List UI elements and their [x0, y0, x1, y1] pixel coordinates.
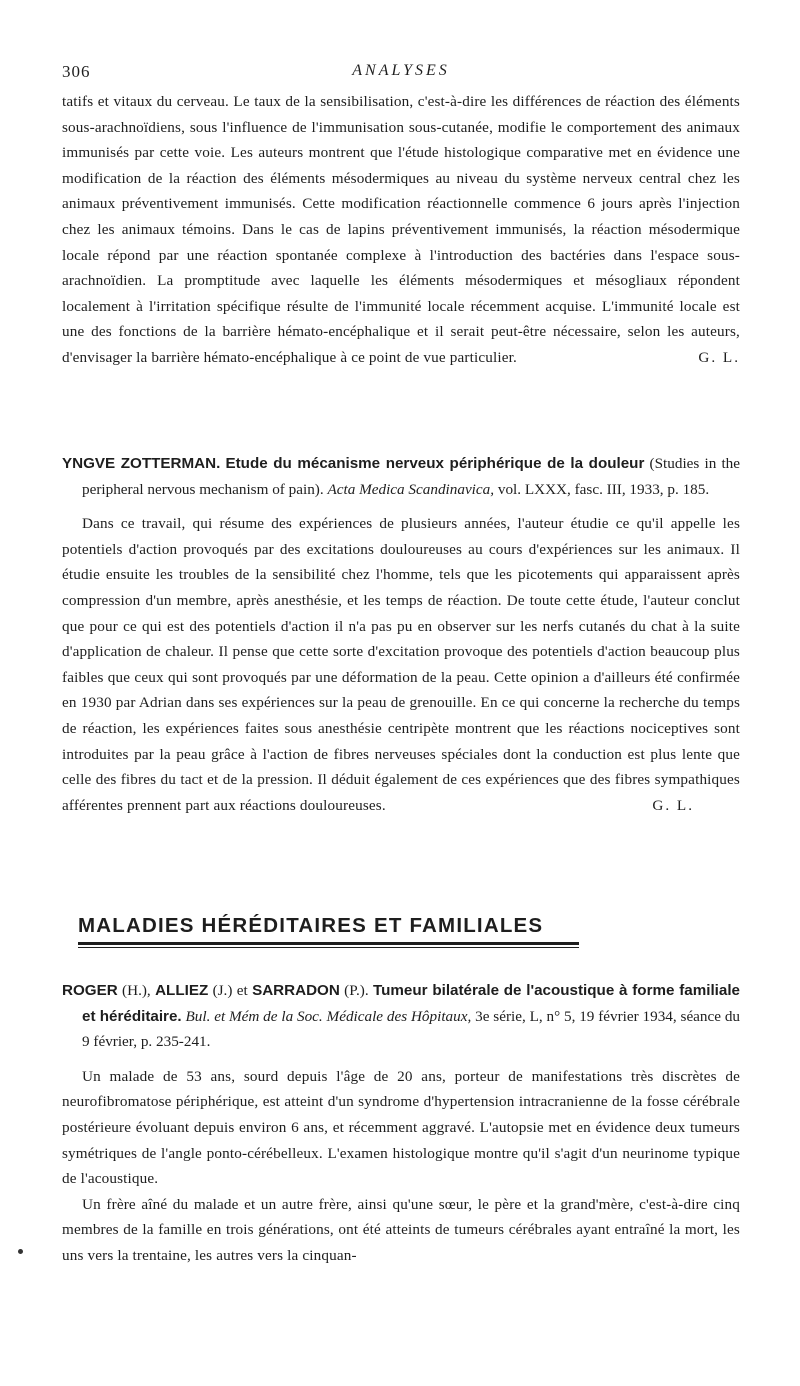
- review-paragraph: [62, 89, 740, 371]
- review-paragraph: Un malade de 53 ans, sourd depuis l'âge de 20 ans, porteur de manifestations très discrètes de neurofibromatose périphérique, est atteint d'un syndrome d'hypertension intracranienne de la fosse cérébrale postérieure évoluant depuis environ 6 ans, et récemment aggravé. L'autopsie met en évidence deux tumeurs symétriques de l'angle ponto-cérébelleux. L'examen histologique montre qu'il s'agit d'un neurinome typique de l'acoustique.: [62, 1067, 740, 1188]
- continued-review: [62, 89, 740, 371]
- author-initial: (H.),: [122, 982, 151, 999]
- page-header: [62, 62, 740, 84]
- article-original-title: (Studies in the peripheral nervous mechanism of pain).: [82, 455, 741, 498]
- author-initial: (P.).: [344, 982, 369, 999]
- article-title: Tumeur bilatérale de l'acoustique à forme familiale et héréditaire.: [82, 982, 740, 1025]
- review-text: tatifs et vitaux du cerveau. Le taux de la sensibilisation, c'est-à-dire les différences de réaction des éléments sous-arachnoïdiens, sous l'influence de l'immunisation sous-cutanée, modifie le comportement des animaux immunisés par cette voie. Les auteurs montrent que l'étude histologique comparative met en évidence une modification de la réaction des éléments mésodermiques au niveau du système nerveux central chez les animaux préventivement immunisés. Cette modification réactionnelle commence 6 jours après l'injection chez les animaux témoins. Dans le cas de lapins préventivement immunisés, la réaction mésodermique locale répond par une réaction spontanée complexe à l'introduction des bactéries dans l'espace sous-arachnoïdien. La promptitude avec laquelle les éléments mésodermiques et mésogliaux répondent localement à l'irritation spécifique résulte de l'immunité locale récemment acquise. L'immunité locale est une des fonctions de la barrière hémato-encéphalique et il serait peut-être nécessaire, selon les auteurs, d'envisager la barrière hémato-encéphalique à ce point de vue particulier.: [62, 93, 740, 366]
- article-reference: vol. LXXX, fasc. III, 1933, p. 185.: [497, 480, 710, 498]
- article-heading: [62, 451, 740, 502]
- article-author: ALLIEZ: [155, 982, 209, 999]
- review-signature: G. L.: [652, 796, 694, 814]
- author-initial: (J.): [212, 982, 233, 999]
- article-author: SARRADON: [252, 982, 340, 999]
- section-double-rule: [78, 942, 579, 948]
- review-paragraph: [62, 511, 740, 818]
- review-text: Dans ce travail, qui résume des expériences de plusieurs années, l'auteur étudie ce qu'il appelle les potentiels d'action provoqués par des excitations douloureuses au cours d'expériences sur les animaux. Il étudie ensuite les troubles de la sensibilité chez l'homme, tels que les picotements qui apparaissent après compression d'un membre, après anesthésie, et les temps de réaction. De toute cette étude, l'auteur conclut que pour ce qui est des potentiels d'action il n'a pas pu en observer sur les nerfs cutanés du chat à la suite d'application de chaleur. Il pense que cette sorte d'excitation provoque des potentiels d'action beaucoup plus faibles que ceux qui sont provoqués par une déformation de la peau. Cette opinion a d'ailleurs été confirmée en 1930 par Adrian dans ses expériences sur la peau de grenouille. En ce qui concerne la recherche du temps de réaction, les expériences faites sous anesthésie centripète montrent que les réactions nociceptives sont introduites par la peau grâce à l'action de fibres nerveuses spéciales dont la conduction est plus lente que celle des fibres du tact et de la pression. Il déduit également de ces expériences que des fibres sympathiques afférentes prennent part aux réactions douloureuses.: [62, 515, 740, 814]
- review-zotterman: [62, 451, 740, 818]
- section-heading: MALADIES HÉRÉDITAIRES ET FAMILIALES: [78, 914, 544, 937]
- running-title: ANALYSES: [352, 62, 450, 79]
- article-heading: [62, 978, 740, 1055]
- article-author: YNGVE ZOTTERMAN.: [62, 455, 221, 472]
- article-title: Etude du mécanisme nerveux périphérique de la douleur: [225, 455, 645, 472]
- article-author: ROGER: [62, 982, 118, 999]
- article-journal: Acta Medica Scandinavica,: [327, 480, 495, 498]
- review-paragraph: Un frère aîné du malade et un autre frère, ainsi qu'une sœur, le père et la grand'mère, c'est-à-dire cinq membres de la famille en trois générations, ont été atteints de tumeurs cérébrales ayant entraîné la mort, les uns vers la trentaine, les autres vers la cinquan-: [62, 1195, 740, 1264]
- article-journal: Bul. et Mém de la Soc. Médicale des Hôpitaux,: [185, 1007, 472, 1025]
- page-number: 306: [62, 62, 91, 81]
- review-roger: [62, 978, 740, 1269]
- author-conjunction: et: [236, 982, 248, 999]
- margin-dot: [18, 1249, 23, 1254]
- article-reference: 3e série, L, n° 5, 19 février 1934, séance du 9 février, p. 235-241.: [82, 1007, 741, 1051]
- review-signature: G. L.: [698, 348, 740, 366]
